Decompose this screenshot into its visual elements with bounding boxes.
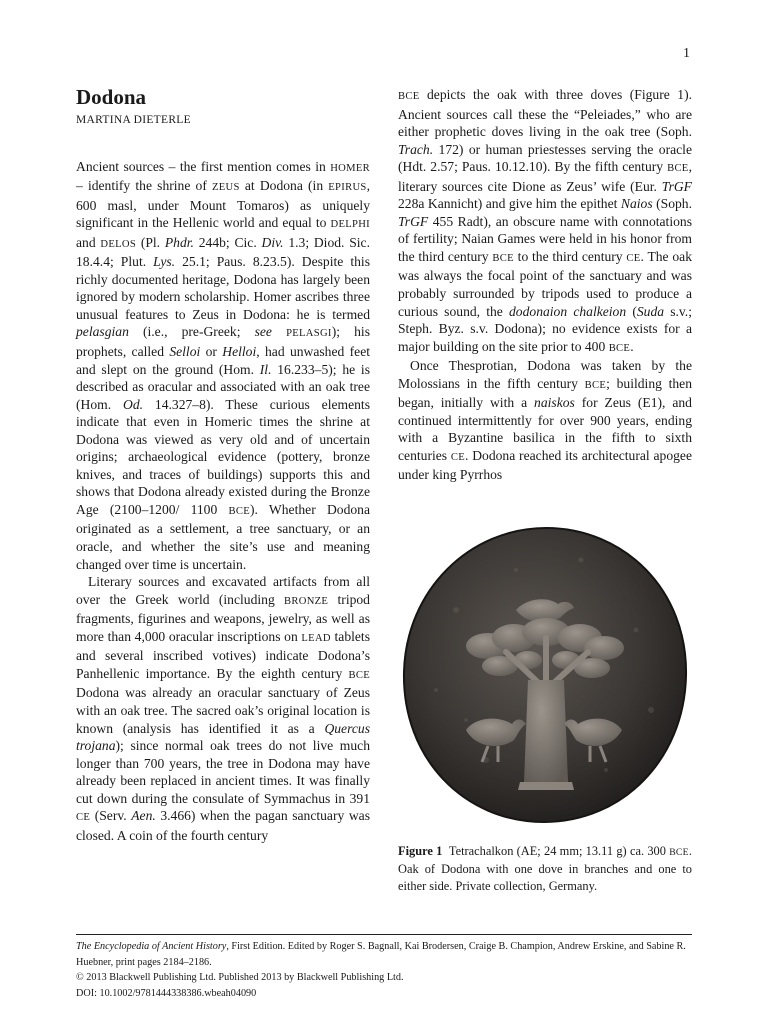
text-run: , literary sources cite Dione as Zeus’ wife (Eur. — [398, 159, 692, 194]
text-run: and — [76, 234, 101, 250]
small-caps-run: BCE — [608, 342, 631, 354]
italic-run: Il. — [259, 361, 272, 377]
paragraph — [76, 573, 370, 844]
small-caps-run: HOMER — [330, 162, 370, 174]
text-run: depicts the oak with three doves (Figure 1). Ancient sources call these the “Peleiades,” who are either prophetic doves living in the oak tree (Soph. — [398, 87, 692, 140]
text-run: Tetrachalkon (AE; 24 mm; 13.11 g) ca. 300 — [448, 844, 670, 858]
bronze-coin-oak-doves-icon — [396, 520, 694, 830]
text-run: s.v.; Steph. Byz. s.v. Dodona); no evidence exists for a major building on the site prior to 400 — [398, 303, 692, 354]
text-run: Dodona was already an oracular sanctuary of Zeus with an oak tree. The sacred oak’s original location is known (analysis has identified it as a — [76, 685, 370, 736]
small-caps-run: EPIRUS — [328, 182, 367, 194]
italic-run: dodonaion chalkeion — [509, 303, 627, 319]
italic-run: Selloi — [169, 344, 201, 360]
italic-run: Suda — [636, 303, 665, 319]
text-run: , had unwashed feet and slept on the ground (Hom. — [76, 344, 370, 377]
footer-doi: DOI: 10.1002/9781444338386.wbeah04090 — [76, 987, 257, 999]
text-run: . Oak of Dodona with one dove in branches and one to either side. Private collection, Germany. — [398, 844, 692, 893]
text-run: 14.327–8). These curious elements indicate that even in Homeric times the shrine at Dodona was viewed as very old and of uncertain origins; archaeological evidence (pottery, bronze knives, and traces of buildings) supports this and shows that Dodona already existed during the Bronze Age (2100–1200/ 1100 — [76, 396, 370, 517]
text-run: ); since normal oak trees do not live much longer than 700 years, the tree in Dodona may have already been replaced in ancient times. It was finally cut down during the consulate of Symmachus in 391 — [76, 738, 370, 806]
footer-copyright: © 2013 Blackwell Publishing Ltd. Published 2013 by Blackwell Publishing Ltd. — [76, 972, 404, 983]
italic-run: Naios — [620, 196, 653, 212]
small-caps-run: BCE — [584, 379, 607, 391]
paragraph — [76, 158, 370, 574]
text-run: to the third century — [513, 248, 627, 264]
italic-run: Phdr. — [164, 234, 194, 250]
figure-1-coin-image — [396, 520, 694, 830]
small-caps-run: BCE — [398, 91, 420, 102]
small-caps-run: DELPHI — [330, 219, 370, 231]
italic-run: TrGF — [661, 178, 692, 194]
small-caps-run: BCE — [669, 847, 689, 858]
footer — [76, 939, 696, 1001]
footer-citation-title: The Encyclopedia of Ancient History — [76, 941, 227, 952]
text-run: (Serv. — [90, 808, 132, 824]
small-caps-run: BCE — [228, 505, 251, 517]
text-run: (Soph. — [652, 196, 692, 212]
text-run: tripod fragments, figurines and weapons, jewelry, as well as more than 4,000 oracular inscriptions on — [76, 591, 370, 644]
text-run: or — [200, 344, 223, 360]
text-run: 455 Radt), an obscure name with connotations of fertility; Naian Games were held in his honor from the third century — [398, 213, 692, 264]
small-caps-run: DELOS — [100, 238, 137, 250]
text-run: 228a Kannicht) and give him the epithet — [398, 196, 621, 212]
article-author: MARTINA DIETERLE — [76, 114, 191, 126]
italic-run: Div. — [261, 234, 284, 250]
small-caps-run: CE — [626, 252, 641, 264]
text-run: ); his prophets, called — [76, 324, 370, 360]
text-run: 1.3; Diod. Sic. 18.4.4; Plut. — [76, 234, 370, 270]
article-title: Dodona — [76, 85, 147, 109]
paragraph — [398, 357, 692, 484]
italic-run: naiskos — [534, 395, 575, 411]
footer-divider — [76, 934, 692, 935]
italic-run: Trach. — [398, 141, 434, 157]
text-run: 16.233–5); he is described as oracular and associated with an oak tree (Hom. — [76, 361, 370, 412]
text-run: for Zeus (E1), and continued intermittently for over 900 years, ending with a Byzantine basilica in the fifth to sixth centuries — [398, 395, 692, 463]
paragraph — [398, 86, 692, 357]
text-run — [272, 324, 286, 339]
text-run: – identify the shrine of — [76, 178, 213, 194]
text-run: Ancient sources – the first mention comes in — [76, 158, 331, 174]
small-caps-run: ZEUS — [212, 182, 240, 194]
italic-run: Quercus trojana — [76, 720, 370, 754]
text-run: . Dodona reached its architectural apogee under king Pyrrhos — [398, 447, 692, 483]
text-run: ; building then began, initially with a — [398, 375, 692, 411]
small-caps-run: CE — [450, 451, 466, 463]
text-run: , 600 masl, under Mount Tomaros) as uniquely significant in the Hellenic world and equal to — [76, 178, 370, 231]
italic-run: TrGF — [398, 213, 429, 229]
figure-caption-text — [398, 844, 692, 893]
text-run: tablets and several inscribed votives) indicate Dodona’s Panhellenic importance. By the eighth century — [76, 628, 370, 681]
text-run: ). Whether Dodona originated as a settlement, a tree sanctuary, or an oracle, and whether the site’s use and meaning changed over time is uncertain. — [76, 501, 370, 572]
small-caps-run: BCE — [492, 252, 514, 264]
italic-run: Aen. — [131, 808, 156, 824]
figure-caption — [398, 843, 692, 895]
small-caps-run: BCE — [667, 163, 689, 175]
small-caps-run: BRONZE — [284, 595, 329, 607]
text-run: Literary sources and excavated artifacts from all over the Greek world (including — [76, 574, 370, 607]
text-run: Once Thesprotian, Dodona was taken by the Molossians in the fifth century — [398, 358, 692, 391]
small-caps-run: BCE — [348, 669, 370, 681]
small-caps-run: CE — [76, 812, 91, 824]
footer-citation-rest: , First Edition. Edited by Roger S. Bagnall, Kai Brodersen, Craige B. Champion, Andrew Erskine, and Sabine R. Huebner, print pages 2184–2186. — [76, 941, 686, 968]
text-run: at Dodona (in — [239, 178, 329, 194]
small-caps-run: PELASGI — [286, 328, 332, 340]
text-run: ( — [626, 303, 637, 319]
text-run: (Pl. — [136, 234, 165, 250]
page-number: 1 — [683, 46, 690, 61]
text-run: 25.1; Paus. 8.23.5). Despite this richly documented heritage, Dodona has largely been ignored by modern scholarship. Homer ascribes three unusual features to Zeus in Dodona: he is termed — [76, 254, 371, 322]
right-column — [398, 86, 692, 484]
text-run: 172) or human priestesses serving the oracle (Hdt. 2.57; Paus. 10.12.10). By the fifth century — [398, 141, 692, 175]
italic-run: Lys. — [153, 254, 176, 270]
text-run: . — [630, 338, 634, 354]
text-run: 244b; Cic. — [193, 234, 262, 250]
text-run: 3.466) when the pagan sanctuary was closed. A coin of the fourth century — [76, 808, 370, 843]
figure-label: Figure 1 — [398, 844, 443, 858]
left-column — [76, 84, 370, 844]
italic-run: pelasgian — [76, 324, 129, 340]
text-run: (i.e., pre-Greek; — [128, 324, 255, 340]
italic-run: Od. — [123, 396, 144, 412]
italic-run: see — [254, 324, 272, 340]
footer-citation — [76, 939, 696, 970]
italic-run: Helloi — [222, 344, 257, 360]
small-caps-run: LEAD — [301, 632, 331, 644]
text-run: . The oak was always the focal point of the sanctuary and was probably surrounded by tripods used to produce a curious sound, the — [398, 248, 692, 319]
